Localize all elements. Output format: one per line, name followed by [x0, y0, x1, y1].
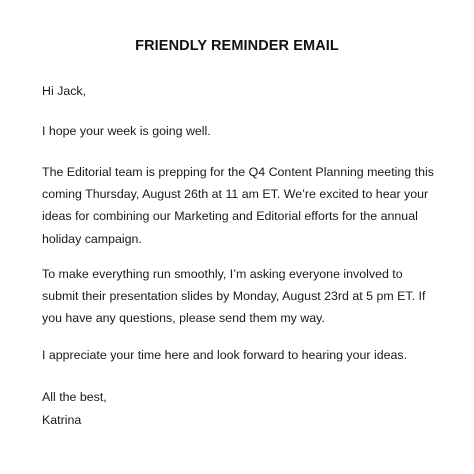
paragraph-line: To make everything run smoothly, I’m asking everyone involved to: [42, 267, 403, 281]
document-title: FRIENDLY REMINDER EMAIL: [135, 38, 339, 54]
paragraph-appreciate: I appreciate your time here and look forward to hearing your ideas.: [42, 348, 408, 362]
paragraph-line: you have any questions, please send them my way.: [42, 311, 325, 326]
greeting: Hi Jack,: [42, 84, 87, 98]
paragraph-line: The Editorial team is prepping for the Q4 Content Planning meeting this: [42, 165, 434, 179]
paragraph-hope: I hope your week is going well.: [42, 124, 211, 138]
paragraph-line: submit their presentation slides by Monday, August 23rd at 5 pm ET. If: [42, 289, 426, 304]
paragraph-editorial: [42, 161, 462, 250]
paragraph-line: coming Thursday, August 26th at 11 am ET. We’re excited to hear your: [42, 187, 429, 202]
paragraph-line: holiday campaign.: [42, 231, 142, 246]
paragraph-line: ideas for combining our Marketing and Editorial efforts for the annual: [42, 209, 418, 224]
signature: Katrina: [42, 413, 82, 427]
closing: All the best,: [42, 390, 107, 404]
paragraph-smoothly: [42, 263, 462, 330]
